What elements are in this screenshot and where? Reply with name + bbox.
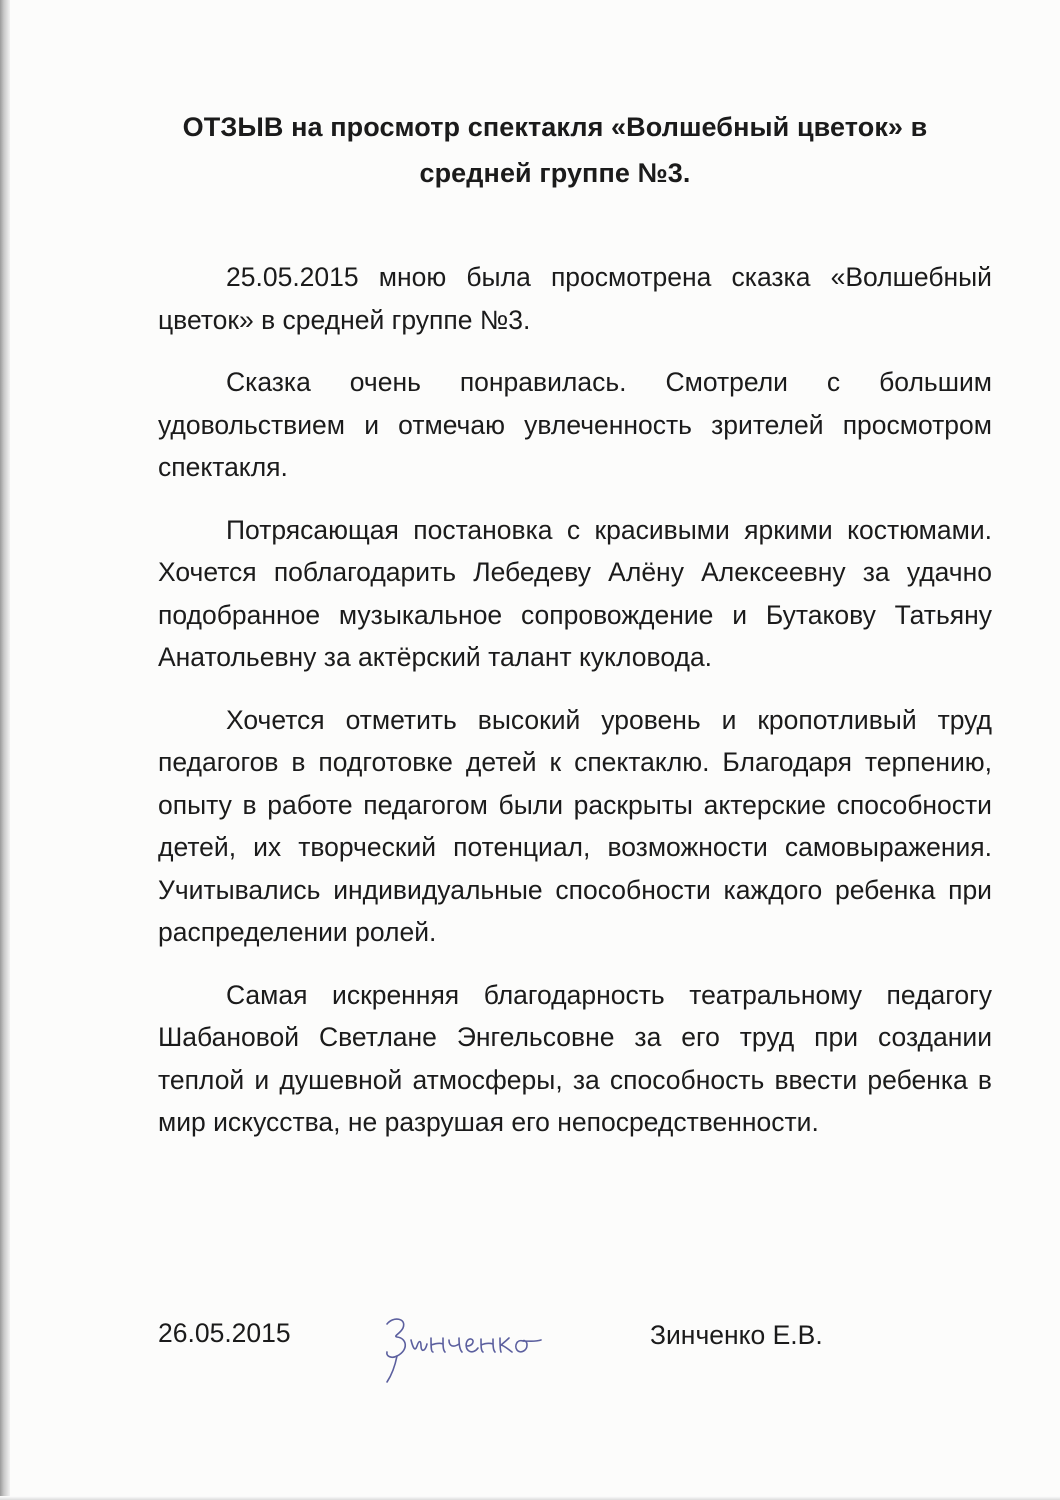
scan-left-edge xyxy=(0,0,10,1500)
signer-name: Зинченко Е.В. xyxy=(650,1320,823,1350)
handwritten-signature xyxy=(383,1310,553,1390)
scan-bottom-edge xyxy=(0,1496,1060,1500)
paragraph-2: Сказка очень понравилась. Смотрели с большим удовольствием и отмечаю увлеченность зрителей просмотром спектакля. xyxy=(158,367,992,482)
paragraph-1: 25.05.2015 мною была просмотрена сказка «Волшебный цветок» в средней группе №3. xyxy=(158,262,992,335)
title-line-1: ОТЗЫВ на просмотр спектакля «Волшебный цветок» в xyxy=(182,112,928,142)
title-line-2: средней группе №3. xyxy=(419,158,691,188)
footer-date: 26.05.2015 xyxy=(158,1318,291,1348)
paragraph-3: Потрясающая постановка с красивыми яркими костюмами. Хочется поблагодарить Лебедеву Алёну Алексеевну за удачно подобранное музыкальное сопровождение и Бутакову Татьяну Анатольевну за актёрский талант кукловода. xyxy=(158,514,992,672)
paragraph-5: Самая искренняя благодарность театральному педагогу Шабановой Светлане Энгельсовне за его труд при создании теплой и душевной атмосферы, за способность ввести ребенка в мир искусства, не разрушая его непосредственности. xyxy=(158,979,992,1137)
document-title xyxy=(140,104,970,196)
document-body xyxy=(158,256,992,1164)
document-footer xyxy=(158,1318,992,1398)
paragraph-4: Хочется отметить высокий уровень и кропотливый труд педагогов в подготовке детей к спектаклю. Благодаря терпению, опыту в работе педагогом были раскрыты актерские способности детей, их творческий потенциал, возможности самовыражения. Учитывались индивидуальные способности каждого ребенка при распределении ролей. xyxy=(158,704,992,947)
